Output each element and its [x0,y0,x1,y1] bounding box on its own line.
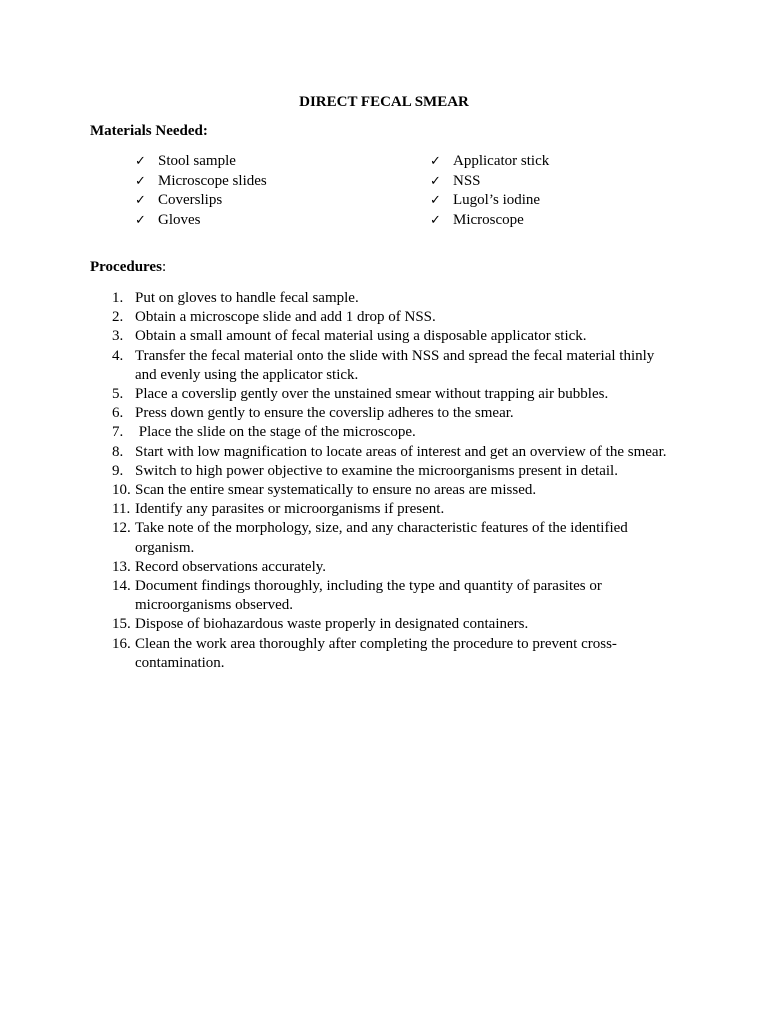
step-text: Document findings thoroughly, including the type and quantity of parasites or microorganisms observed. [135,578,602,614]
step-number: 6. [112,405,124,422]
step-number: 1. [112,290,124,306]
checkmark-icon: ✓ [430,212,441,228]
material-label: Gloves [158,211,201,228]
material-label: Microscope [453,211,524,228]
checkmark-icon: ✓ [135,154,146,169]
procedure-step [0,385,675,404]
step-text: Identify any parasites or microorganisms if present. [135,501,445,518]
step-text: Place the slide on the stage of the microscope. [135,424,416,441]
step-text: Transfer the fecal material onto the slide with NSS and spread the fecal material thinly and evenly using the applicator stick. [135,347,655,383]
procedure-step [0,289,675,308]
materials-list-left [135,152,267,230]
step-text: Obtain a microscope slide and add 1 drop of NSS. [135,309,436,326]
procedure-step [0,558,675,577]
step-number: 12. [112,520,131,537]
material-label: Lugol’s iodine [453,192,541,208]
material-item [430,172,549,192]
procedures-heading [90,259,166,276]
step-text: Clean the work area thoroughly after completing the procedure to prevent cross-contamination. [135,635,617,671]
procedure-step [0,462,675,481]
procedure-step [0,308,675,327]
procedure-step [0,635,675,673]
material-item [135,211,267,231]
step-number: 10. [112,482,131,499]
material-label: NSS [453,172,481,189]
procedure-step [0,500,675,519]
procedure-step [0,423,675,442]
material-item [135,191,267,211]
step-text: Take note of the morphology, size, and any characteristic features of the identified organism. [135,520,628,556]
procedure-step [0,519,675,557]
checkmark-icon: ✓ [430,193,441,208]
step-text: Record observations accurately. [135,558,327,575]
checkmark-icon: ✓ [135,173,146,189]
step-number: 9. [112,462,124,479]
procedure-step [0,481,675,500]
step-number: 8. [112,443,124,460]
material-label: Coverslips [158,192,223,208]
document-title: DIRECT FECAL SMEAR [299,94,469,110]
checkmark-icon: ✓ [135,212,146,228]
material-label: Microscope slides [158,172,267,189]
material-label: Applicator stick [453,153,550,169]
materials-heading: Materials Needed: [90,123,208,139]
step-text: Start with low magnification to locate areas of interest and get an overview of the smear. [135,443,667,460]
procedure-steps-list [0,289,768,673]
material-item [135,152,267,172]
step-text: Switch to high power objective to examine the microorganisms present in detail. [135,462,618,479]
step-text: Obtain a small amount of fecal material using a disposable applicator stick. [135,328,587,345]
procedure-step [0,327,675,346]
procedure-step [0,443,675,462]
procedures-heading-label: Procedures [90,259,162,275]
step-text: Place a coverslip gently over the unstained smear without trapping air bubbles. [135,386,609,403]
material-item [430,211,549,231]
step-text: Put on gloves to handle fecal sample. [135,290,359,306]
step-number: 7. [112,424,124,441]
procedure-step [0,615,675,634]
step-number: 11. [112,501,131,518]
procedure-step [0,347,675,385]
material-item [430,152,549,172]
step-number: 15. [112,616,131,633]
step-number: 16. [112,635,131,652]
step-number: 4. [112,347,124,364]
procedures-heading-colon: : [161,259,167,275]
step-text: Press down gently to ensure the coverslip adheres to the smear. [135,405,514,422]
step-number: 13. [112,558,131,575]
material-label: Stool sample [158,153,236,169]
step-number: 3. [112,328,124,345]
step-text: Scan the entire smear systematically to ensure no areas are missed. [135,482,537,499]
procedure-step [0,577,675,615]
step-number: 5. [112,386,124,403]
materials-list-right [430,152,549,230]
checkmark-icon: ✓ [135,193,146,208]
step-number: 2. [112,309,124,326]
checkmark-icon: ✓ [430,154,441,169]
step-text: Dispose of biohazardous waste properly in designated containers. [135,616,529,633]
material-item [135,172,267,192]
material-item [430,191,549,211]
step-number: 14. [112,578,131,595]
checkmark-icon: ✓ [430,173,441,189]
procedure-step [0,404,675,423]
